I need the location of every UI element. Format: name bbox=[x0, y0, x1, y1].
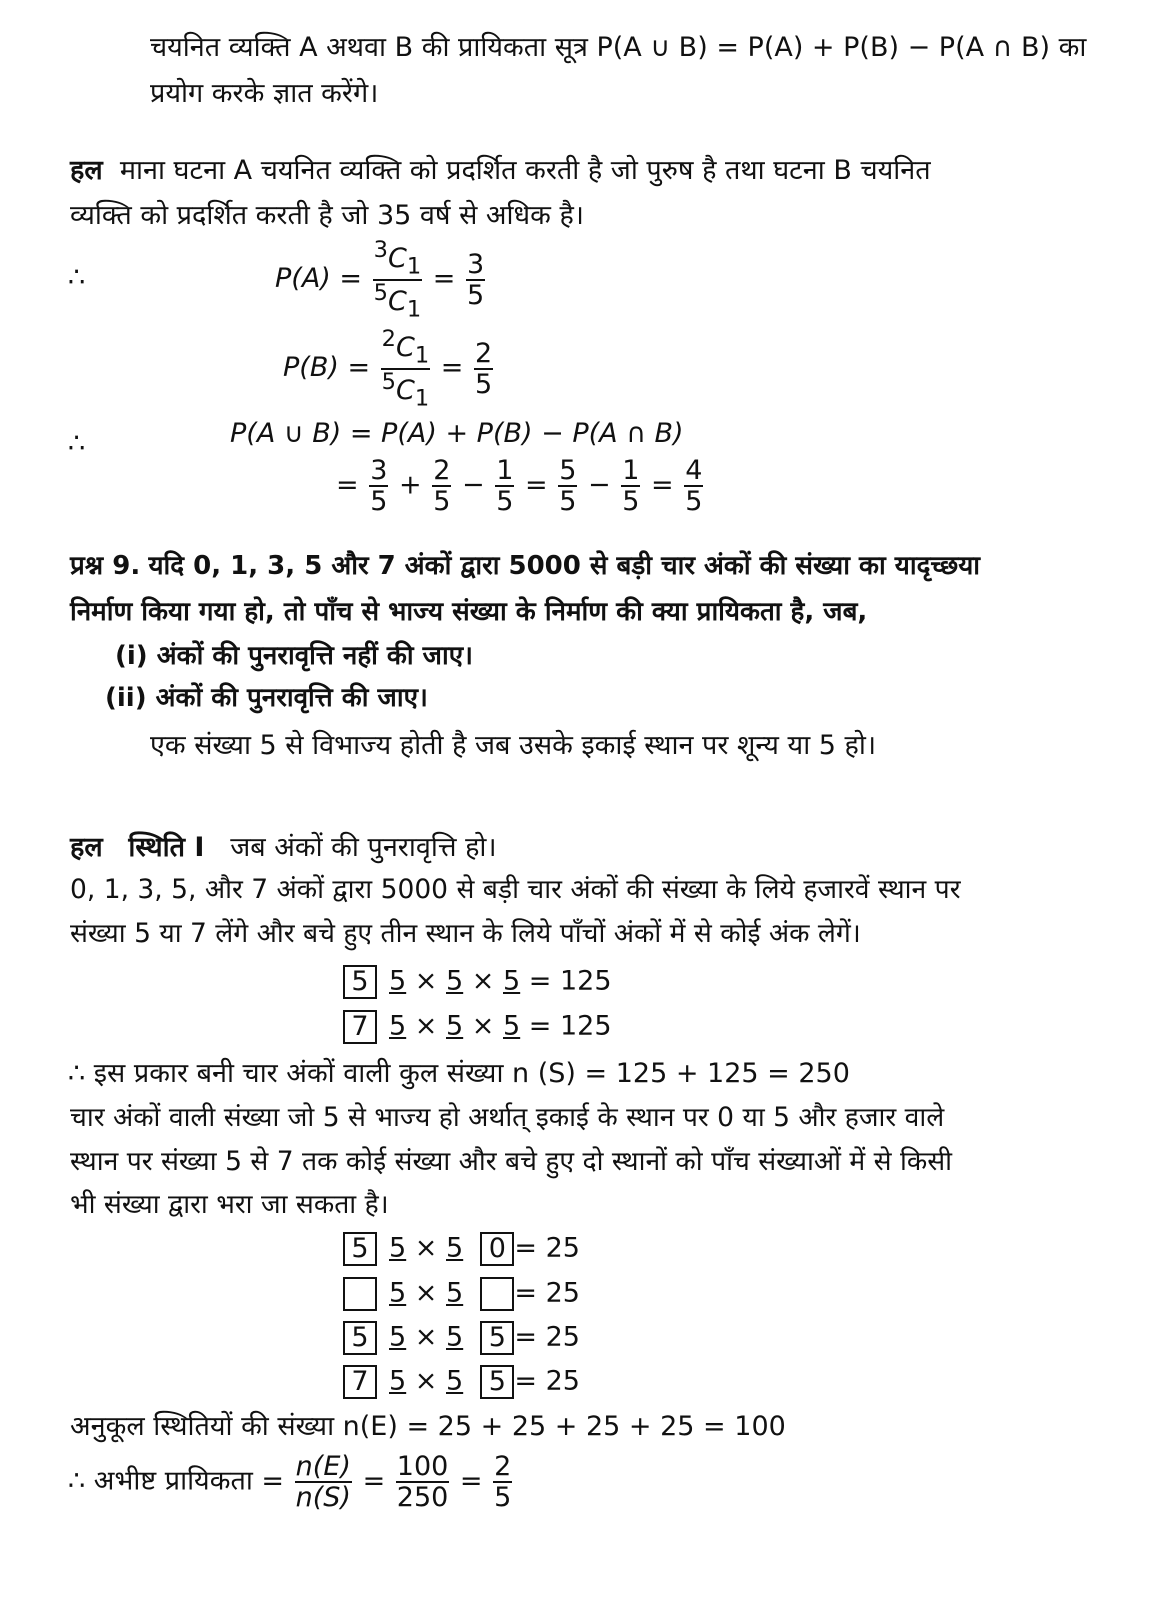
pa-numerator: $^3C_1$ bbox=[373, 237, 422, 280]
final-probability: ∴ अभीष्ट प्रायिकता = $\frac{n(E)}{n(S)}$ = $\frac{100}{250}$ = $\frac{2}{5}$ bbox=[68, 1451, 512, 1514]
total-outcomes: ∴ इस प्रकार बनी चार अंकों वाली कुल संख्या n (S) = 125 + 125 = 250 bbox=[68, 1058, 850, 1089]
favourable-row-1: 5 5 × 5 0 = 25 bbox=[343, 1232, 580, 1266]
favourable-row-4: 7 5 × 5 5 = 25 bbox=[343, 1365, 580, 1399]
pa-result: $\frac{3}{5}$ bbox=[466, 248, 485, 311]
therefore-symbol-2: ∴ bbox=[68, 428, 86, 459]
equation-pa: P(A) = $\frac{^3C_1}{^5C_1}$ = $\frac{3}{5}$ bbox=[275, 237, 485, 323]
question-9-option-i: (i) अंकों की पुनरावृत्ति नहीं की जाए। bbox=[115, 641, 473, 671]
count-row-1: 5 5 × 5 × 5 = 125 bbox=[343, 965, 612, 999]
para-line-2: स्थान पर संख्या 5 से 7 तक कोई संख्या और बचे हुए दो स्थानों को पाँच संख्याओं में से किसी bbox=[70, 1146, 952, 1177]
question-9-line-1: प्रश्न 9. यदि 0, 1, 3, 5 और 7 अंकों द्वारा 5000 से बड़ी चार अंकों की संख्या का यादृच्छया bbox=[70, 551, 981, 581]
union-formula: P(A ∪ B) = P(A) + P(B) − P(A ∩ B) bbox=[230, 418, 684, 449]
question-9-line-2: निर्माण किया गया हो, तो पाँच से भाज्य संख्या के निर्माण की क्या प्रायिकता है, जब, bbox=[70, 597, 868, 627]
solution-1-text: माना घटना A चयनित व्यक्ति को प्रदर्शित करती है जो पुरुष है तथा घटना B चयनित bbox=[119, 155, 931, 186]
pb-lhs: P(B) = bbox=[283, 352, 371, 384]
union-calculation: = $\frac{3}{5}$ + $\frac{2}{5}$ − $\frac{1}{5}$ = $\frac{5}{5}$ − $\frac{1}{5}$ = $\frac{4}{5}$ bbox=[336, 455, 703, 518]
solution-2-heading: हल स्थिति I जब अंकों की पुनरावृत्ति हो। bbox=[70, 832, 497, 863]
solution-2-line-1: 0, 1, 3, 5, और 7 अंकों द्वारा 5000 से बड़ी चार अंकों की संख्या के लिये हजारवें स्थान पर bbox=[70, 874, 961, 905]
equation-pb: P(B) = $\frac{^2C_1}{^5C_1}$ = $\frac{2}{5}$ bbox=[283, 326, 493, 412]
question-9-hint: एक संख्या 5 से विभाज्य होती है जब उसके इकाई स्थान पर शून्य या 5 हो। bbox=[150, 730, 877, 761]
therefore-symbol: ∴ bbox=[68, 262, 86, 293]
para-line-3: भी संख्या द्वारा भरा जा सकता है। bbox=[70, 1189, 389, 1220]
favourable-row-2: 5 × 5 = 25 bbox=[343, 1277, 580, 1311]
intro-line-1: चयनित व्यक्ति A अथवा B की प्रायिकता सूत्र P(A ∪ B) = P(A) + P(B) − P(A ∩ B) का bbox=[150, 32, 1087, 63]
pb-denominator: $^5C_1$ bbox=[381, 368, 430, 412]
pa-lhs: P(A) = bbox=[275, 263, 363, 295]
pb-fraction bbox=[381, 327, 431, 410]
solution-2-line-2: संख्या 5 या 7 लेंगे और बचे हुए तीन स्थान के लिये पाँचों अंकों में से कोई अंक लेगें। bbox=[70, 918, 861, 949]
pa-denominator: $^5C_1$ bbox=[373, 279, 422, 323]
solution-label: हल bbox=[70, 155, 103, 186]
para-line-1: चार अंकों वाली संख्या जो 5 से भाज्य हो अर्थात् इकाई के स्थान पर 0 या 5 और हजार वाले bbox=[70, 1102, 945, 1133]
pa-fraction bbox=[373, 238, 423, 321]
solution-1-line-1 bbox=[70, 155, 931, 186]
pb-result: $\frac{2}{5}$ bbox=[475, 337, 493, 400]
solution-1-line-2: व्यक्ति को प्रदर्शित करती है जो 35 वर्ष से अधिक है। bbox=[70, 200, 585, 231]
favourable-row-3: 5 5 × 5 5 = 25 bbox=[343, 1321, 580, 1355]
case-label: स्थिति I bbox=[128, 832, 205, 863]
intro-line-2: प्रयोग करके ज्ञात करेंगे। bbox=[150, 78, 379, 109]
count-row-2: 7 5 × 5 × 5 = 125 bbox=[343, 1010, 612, 1044]
question-9-option-ii: (ii) अंकों की पुनरावृत्ति की जाए। bbox=[105, 683, 428, 713]
pb-numerator: $^2C_1$ bbox=[381, 326, 430, 369]
favourable-count: अनुकूल स्थितियों की संख्या n(E) = 25 + 25 + 25 + 25 = 100 bbox=[70, 1411, 786, 1442]
question-label: प्रश्न 9. bbox=[70, 551, 141, 581]
